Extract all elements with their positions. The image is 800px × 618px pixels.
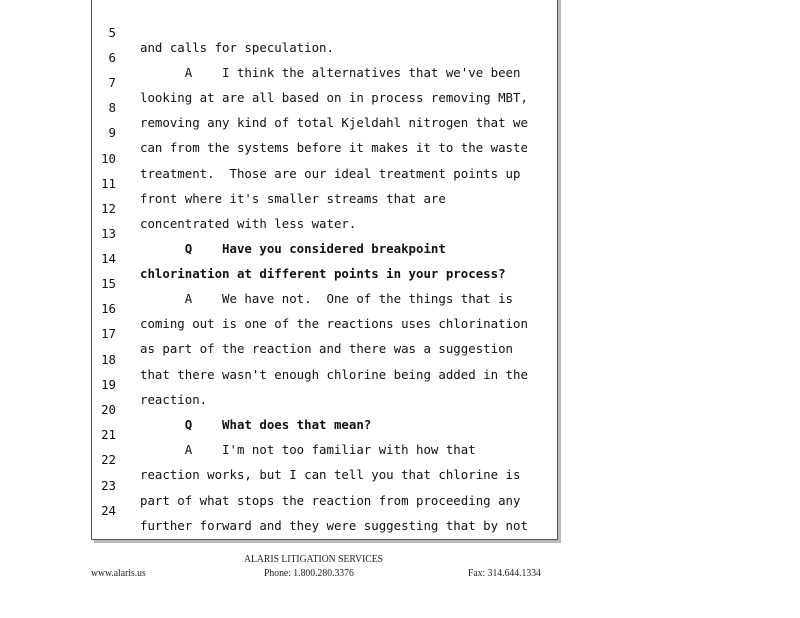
footer-phone: Phone: 1.800.280.3376	[264, 567, 354, 579]
line-number: 17	[101, 326, 116, 341]
transcript-line	[92, 60, 559, 105]
transcript-line	[92, 261, 559, 306]
line-text: removing any kind of total Kjeldahl nitrogen that we	[140, 115, 528, 130]
transcript-line-question	[92, 211, 559, 256]
transcript-page	[91, 0, 558, 540]
line-text: reaction works, but I can tell you that chlorine is	[140, 467, 521, 482]
line-number: 11	[101, 176, 116, 191]
line-text: A We have not. One of the things that is	[140, 291, 513, 306]
line-number: 15	[101, 276, 116, 291]
transcript-line	[92, 161, 559, 206]
line-number: 6	[108, 50, 116, 65]
transcript-line	[92, 488, 559, 533]
line-number: 16	[101, 301, 116, 316]
line-number: 24	[101, 503, 116, 518]
transcript-line	[92, 110, 559, 155]
line-text: Q What does that mean?	[140, 417, 372, 432]
line-number: 18	[101, 352, 116, 367]
transcript-line	[92, 362, 559, 407]
line-number: 9	[108, 125, 116, 140]
line-text: concentrated with less water.	[140, 216, 357, 231]
line-text: coming out is one of the reactions uses chlorination	[140, 316, 528, 331]
transcript-line	[92, 136, 559, 181]
line-text: looking at are all based on in process removing MBT,	[140, 90, 528, 105]
line-number: 5	[108, 25, 116, 40]
line-text: further forward and they were suggesting that by not	[140, 518, 528, 533]
line-number: 13	[101, 226, 116, 241]
transcript-line	[92, 311, 559, 356]
line-text: Q Have you considered breakpoint	[140, 241, 446, 256]
line-number: 10	[101, 151, 116, 166]
transcript-line	[92, 10, 559, 55]
line-number: 12	[101, 201, 116, 216]
line-number: 19	[101, 377, 116, 392]
transcript-line	[92, 286, 559, 331]
line-text: A I'm not too familiar with how that	[140, 442, 476, 457]
line-text: can from the systems before it makes it to the waste	[140, 140, 528, 155]
transcript-line-question	[92, 387, 559, 432]
line-number: 20	[101, 402, 116, 417]
line-number: 14	[101, 251, 116, 266]
line-text: part of what stops the reaction from proceeding any	[140, 493, 521, 508]
line-number: 8	[108, 100, 116, 115]
transcript-line	[92, 412, 559, 457]
line-text: reaction.	[140, 392, 208, 407]
line-text: as part of the reaction and there was a suggestion	[140, 341, 513, 356]
transcript-line	[92, 186, 559, 231]
transcript-line-question	[92, 236, 559, 281]
line-text: chlorination at different points in your process?	[140, 266, 506, 281]
line-number: 7	[108, 75, 116, 90]
transcript-line	[92, 337, 559, 382]
footer-fax: Fax: 314.644.1334	[468, 567, 541, 579]
transcript-line	[92, 85, 559, 130]
transcript-line	[92, 437, 559, 482]
transcript-line	[92, 35, 559, 80]
line-number: 23	[101, 478, 116, 493]
line-text: front where it's smaller streams that are	[140, 191, 446, 206]
footer-website: www.alaris.us	[91, 567, 146, 579]
transcript-line	[92, 463, 559, 508]
line-number: 22	[101, 452, 116, 467]
line-text: and calls for speculation.	[140, 40, 334, 55]
footer-company: ALARIS LITIGATION SERVICES	[244, 553, 384, 565]
line-text: A I think the alternatives that we've been	[140, 65, 521, 80]
line-text: that there wasn't enough chlorine being added in the	[140, 367, 528, 382]
line-number: 21	[101, 427, 116, 442]
line-text: treatment. Those are our ideal treatment points up	[140, 166, 521, 181]
